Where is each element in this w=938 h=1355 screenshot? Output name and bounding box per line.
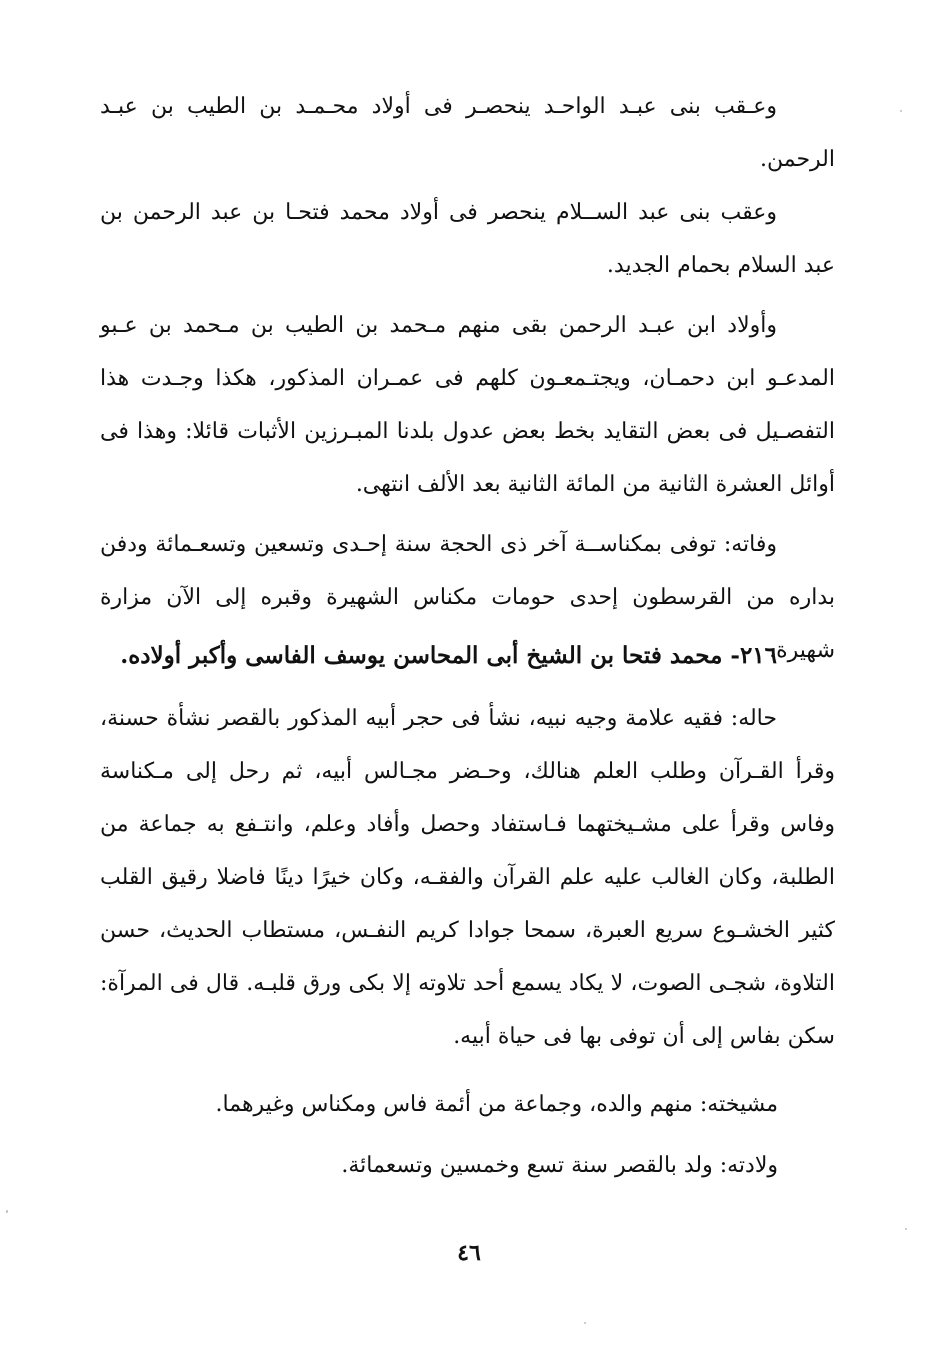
paragraph-sons-ibn-abderrahman [100,299,835,511]
teachers-line: مشيخته: منهم والده، وجماعة من أئمة فاس ومكناس وغيرهما. [215,1092,778,1117]
entry-heading: ٢١٦- محمد فتحا بن الشيخ أبى المحاسن يوسف الفاسى وأكبر أولاده. [120,642,777,669]
scan-speck [905,1228,907,1230]
scan-speck [6,1210,8,1213]
paragraph-descendants-abdelwahid [100,80,835,186]
page-number: ٤٦ [457,1240,481,1266]
paragraph-text: حاله: فقيه علامة وجيه نبيه، نشأ فى حجر أبيه المذكور بالقصر نشأة حسنة، وقرأ القـرآن وطلب العلم هنالك، وحـضر مجـالس أبيه، ثم رحل إلى مـكناسة وفاس وقرأ على مشـيختهما فـاستفاد وحصل وأفاد وعلم، وانتـفع به جماعة من الطلبة، وكان الغالب عليه علم القرآن والفقـه، وكان خيرًا دينًا فاضلا رقيق القلب كثير الخشـوع سريع العبرة، سمحا جوادا كريم النفـس، مستطاب الحديث، حسن التلاوة، شجـى الصوت، لا يكاد يسمع أحد تلاوته إلا بكى ورق قلبـه. قال فى المرآة: سكن بفاس إلى أن توفى بها فى حياة أبيه. [100,706,835,1049]
paragraph-text: وعقب بنى عبد الســلام ينحصر فى أولاد محمد فتحـا بن عبد الرحمن بن عبد السلام بحمام الجديد. [100,200,835,278]
paragraph-descendants-abdessalam [100,186,835,292]
paragraph-text: وفاته: توفى بمكناســة آخر ذى الحجة سنة إحـدى وتسعين وتسعـمائة ودفن بداره من القرسطون إحدى حومات مكناس الشهيرة وقبره إلى الآن مزارة شهيرة. [100,532,835,663]
paragraph-text: وأولاد ابن عبـد الرحمن بقى منهم مـحمد بن الطيب بن مـحمد بن عـبو المدعـو ابن دحمـان، ويجتـمعـون كلهم فى عمـران المذكور، هكذا وجـدت هذا التفصـيل فى بعض التقايد بخط بعض عدول بلدنا المبـرزين الأثبات قائلا: وهذا فى أوائل العشرة الثانية من المائة الثانية بعد الألف انتهى. [100,313,835,497]
scan-speck [900,110,902,112]
birth-line: ولادته: ولد بالقصر سنة تسع وخمسين وتسعمائة. [341,1153,778,1178]
paragraph-text: وعـقب بنى عبـد الواحـد ينحصـر فى أولاد محـمـد بن الطيب بن عبـد الرحمن. [100,94,835,172]
scan-speck [584,1322,586,1324]
paragraph-biography [100,692,835,1063]
